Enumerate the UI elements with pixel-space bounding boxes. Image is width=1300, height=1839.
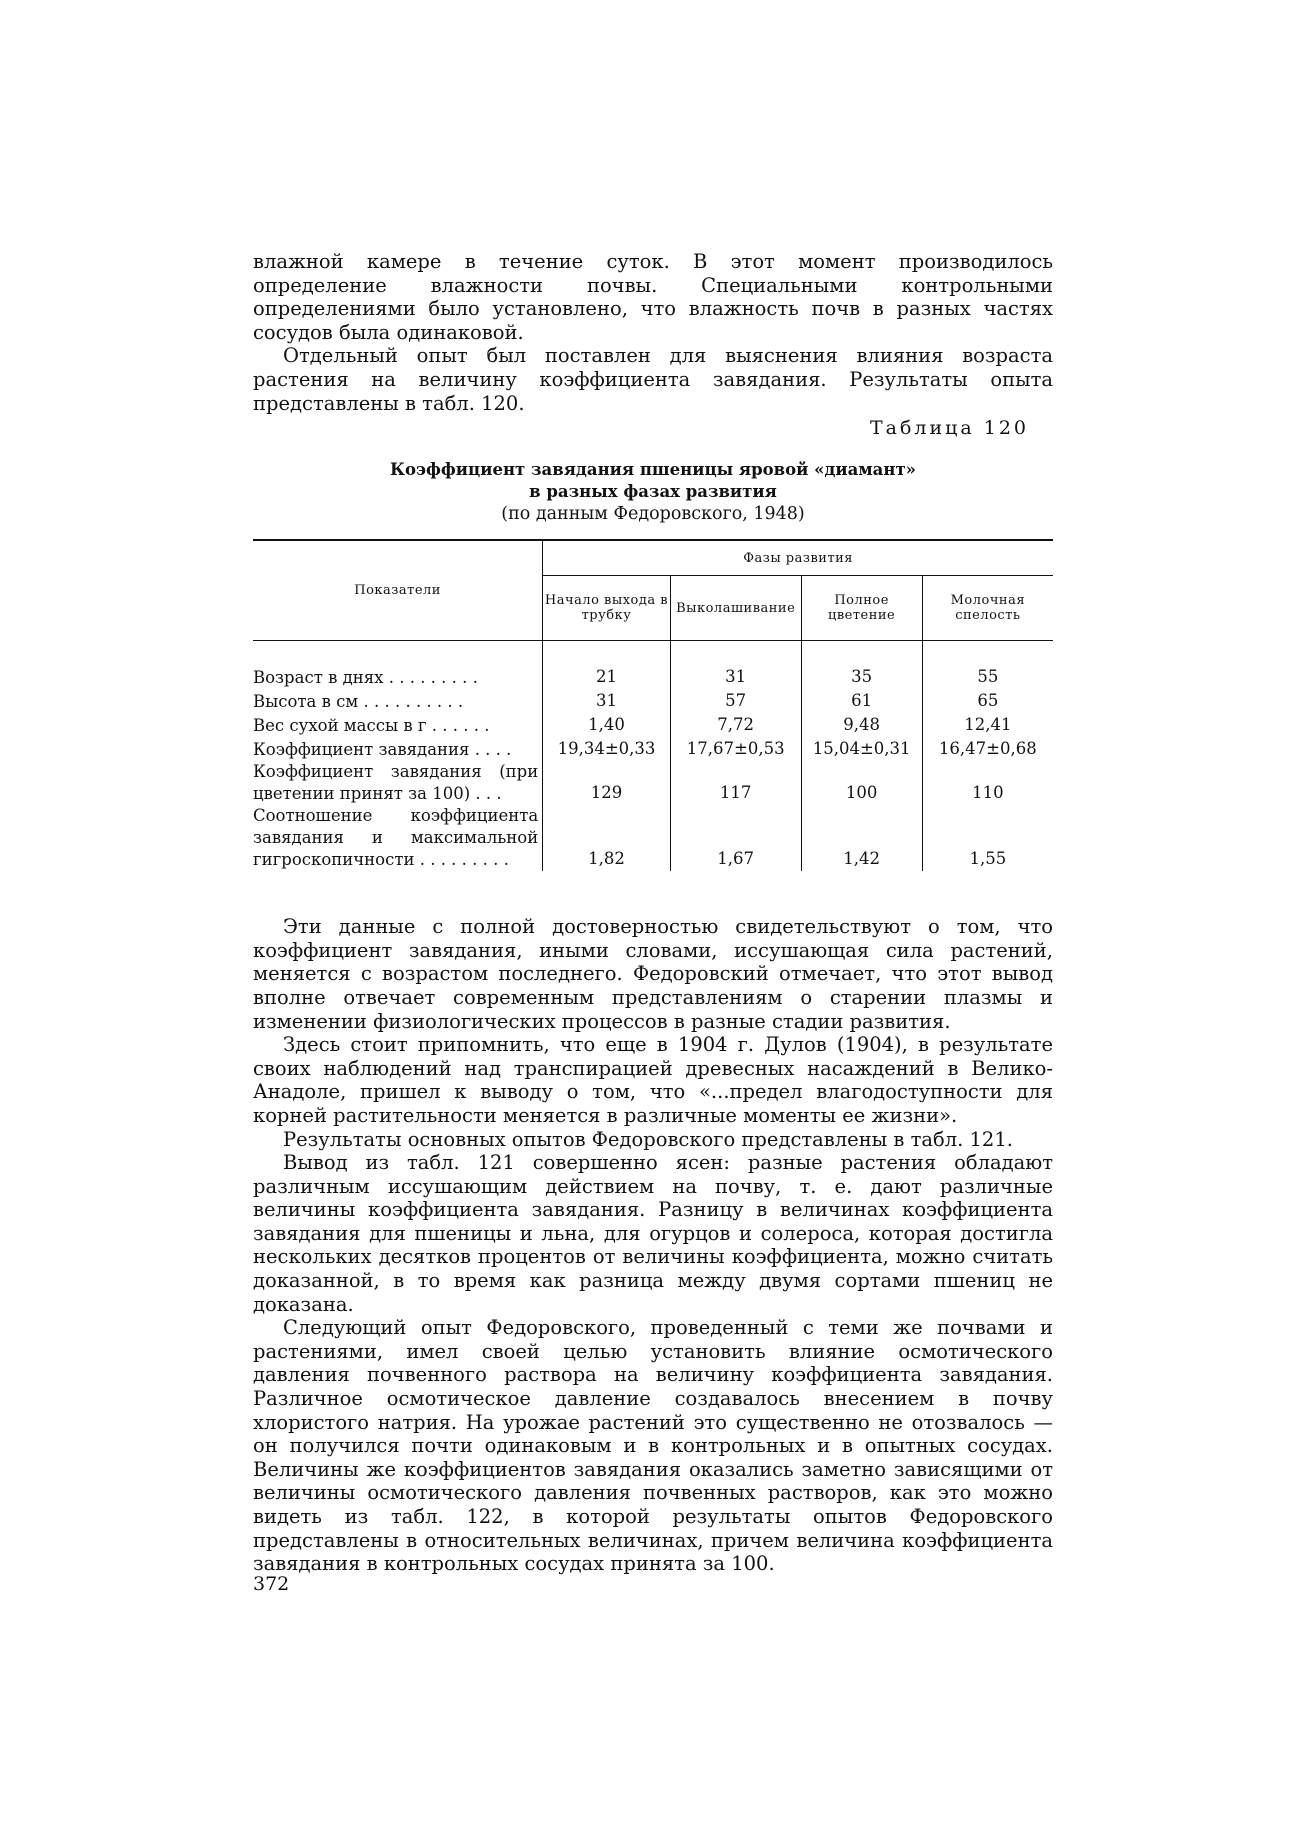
header-indicators: Показатели (253, 540, 543, 641)
cell: 57 (670, 689, 801, 713)
cell: 61 (801, 689, 922, 713)
table-row (253, 689, 1053, 713)
cell: 7,72 (670, 713, 801, 737)
row-label: Возраст в днях . . . . . . . . . (253, 668, 478, 688)
table-row (253, 737, 1053, 761)
body-text (253, 915, 1053, 1576)
header-col-3: Полное цветение (801, 576, 922, 641)
page-content (253, 250, 1053, 1576)
row-label: Вес сухой массы в г . . . . . . (253, 716, 490, 736)
table-title-line-1: Коэффициент завядания пшеницы яровой «диамант» (389, 460, 916, 480)
cell: 19,34±0,33 (543, 737, 671, 761)
cell: 17,67±0,53 (670, 737, 801, 761)
cell: 12,41 (922, 713, 1053, 737)
table-row (253, 805, 1053, 871)
cell: 1,40 (543, 713, 671, 737)
header-phases: Фазы развития (543, 540, 1053, 576)
row-label: Коэффициент завядания . . . . (253, 740, 512, 760)
cell: 31 (670, 665, 801, 689)
cell: 35 (801, 665, 922, 689)
cell: 21 (543, 665, 671, 689)
table-subtitle: (по данным Федоровского, 1948) (501, 504, 805, 525)
body-paragraph-5: Следующий опыт Федоровского, проведенный с теми же почвами и растениями, имел своей целью установить влияние осмотического давления почвенного раствора на величину коэффициента завядания. Различное осмотическое давление создавалось внесением в почву хлористого натрия. На урожае растений это существенно не отозвалось — он получился почти одинаковым и в контрольных и в опытных сосудах. Величины же коэффициентов завядания оказались заметно зависящими от величины осмотического давления почвенных растворов, как это можно видеть из табл. 122, в которой результаты опытов Федоровского представлены в относительных величинах, причем величина коэффициента завядания в контрольных сосудах принята за 100. (253, 1316, 1053, 1576)
cell: 9,48 (801, 713, 922, 737)
header-col-1: Начало выхода в трубку (543, 576, 671, 641)
table-number: Таблица 120 (869, 417, 1029, 440)
cell: 55 (922, 665, 1053, 689)
cell: 65 (922, 689, 1053, 713)
cell: 1,82 (543, 805, 671, 871)
cell: 15,04±0,31 (801, 737, 922, 761)
cell: 110 (922, 761, 1053, 805)
body-paragraph-2: Здесь стоит припомнить, что еще в 1904 г. Дулов (1904), в результате своих наблюдений над транспирацией древесных насаждений в Велико-Анадоле, пришел к выводу о том, что «...предел влагодоступности для корней растительности меняется в различные моменты ее жизни». (253, 1033, 1053, 1127)
page-number: 372 (253, 1573, 290, 1595)
table-row (253, 665, 1053, 689)
table-title-line-2: в разных фазах развития (529, 482, 777, 502)
table-row (253, 761, 1053, 805)
header-col-2: Выколашивание (670, 576, 801, 641)
table-row (253, 713, 1053, 737)
cell: 1,67 (670, 805, 801, 871)
row-label: Соотношение коэффициента завядания и максимальной гигроскопичности . . . . . . . . . (253, 806, 539, 870)
body-paragraph-3: Результаты основных опытов Федоровского представлены в табл. 121. (283, 1127, 1013, 1151)
body-paragraph-4: Вывод из табл. 121 совершенно ясен: разные растения обладают различным иссушающим действием на почву, т. е. дают различные величины коэффициента завядания. Разницу в величинах коэффициента завядания для пшеницы и льна, для огурцов и солероса, которая достигла нескольких десятков процентов от величины коэффициента, можно считать доказанной, в то время как разница между двумя сортами пшениц не доказана. (253, 1151, 1053, 1316)
cell: 16,47±0,68 (922, 737, 1053, 761)
intro-paragraph-1: влажной камере в течение суток. В этот момент производилось определение влажности почвы. Специальными контрольными определениями было установлено, что влажность почв в разных частях сосудов была одинаковой. (253, 250, 1053, 344)
cell: 31 (543, 689, 671, 713)
body-paragraph-1: Эти данные с полной достоверностью свидетельствуют о том, что коэффициент завядания, иными словами, иссушающая сила растений, меняется с возрастом последнего. Федоровский отмечает, что этот вывод вполне отвечает современным представлениям о старении плазмы и изменении физиологических процессов в разные стадии развития. (253, 915, 1053, 1033)
table-caption (253, 459, 1053, 525)
cell: 1,55 (922, 805, 1053, 871)
row-label: Высота в см . . . . . . . . . . (253, 692, 464, 712)
cell: 100 (801, 761, 922, 805)
cell: 117 (670, 761, 801, 805)
cell: 1,42 (801, 805, 922, 871)
row-label: Коэффициент завядания (при цветении принят за 100) . . . (253, 762, 539, 804)
cell: 129 (543, 761, 671, 805)
header-col-4: Молочная спелость (922, 576, 1053, 641)
intro-paragraph-2: Отдельный опыт был поставлен для выяснения влияния возраста растения на величину коэффициента завядания. Результаты опыта представлены в табл. 120. (253, 344, 1053, 415)
data-table (253, 539, 1053, 871)
